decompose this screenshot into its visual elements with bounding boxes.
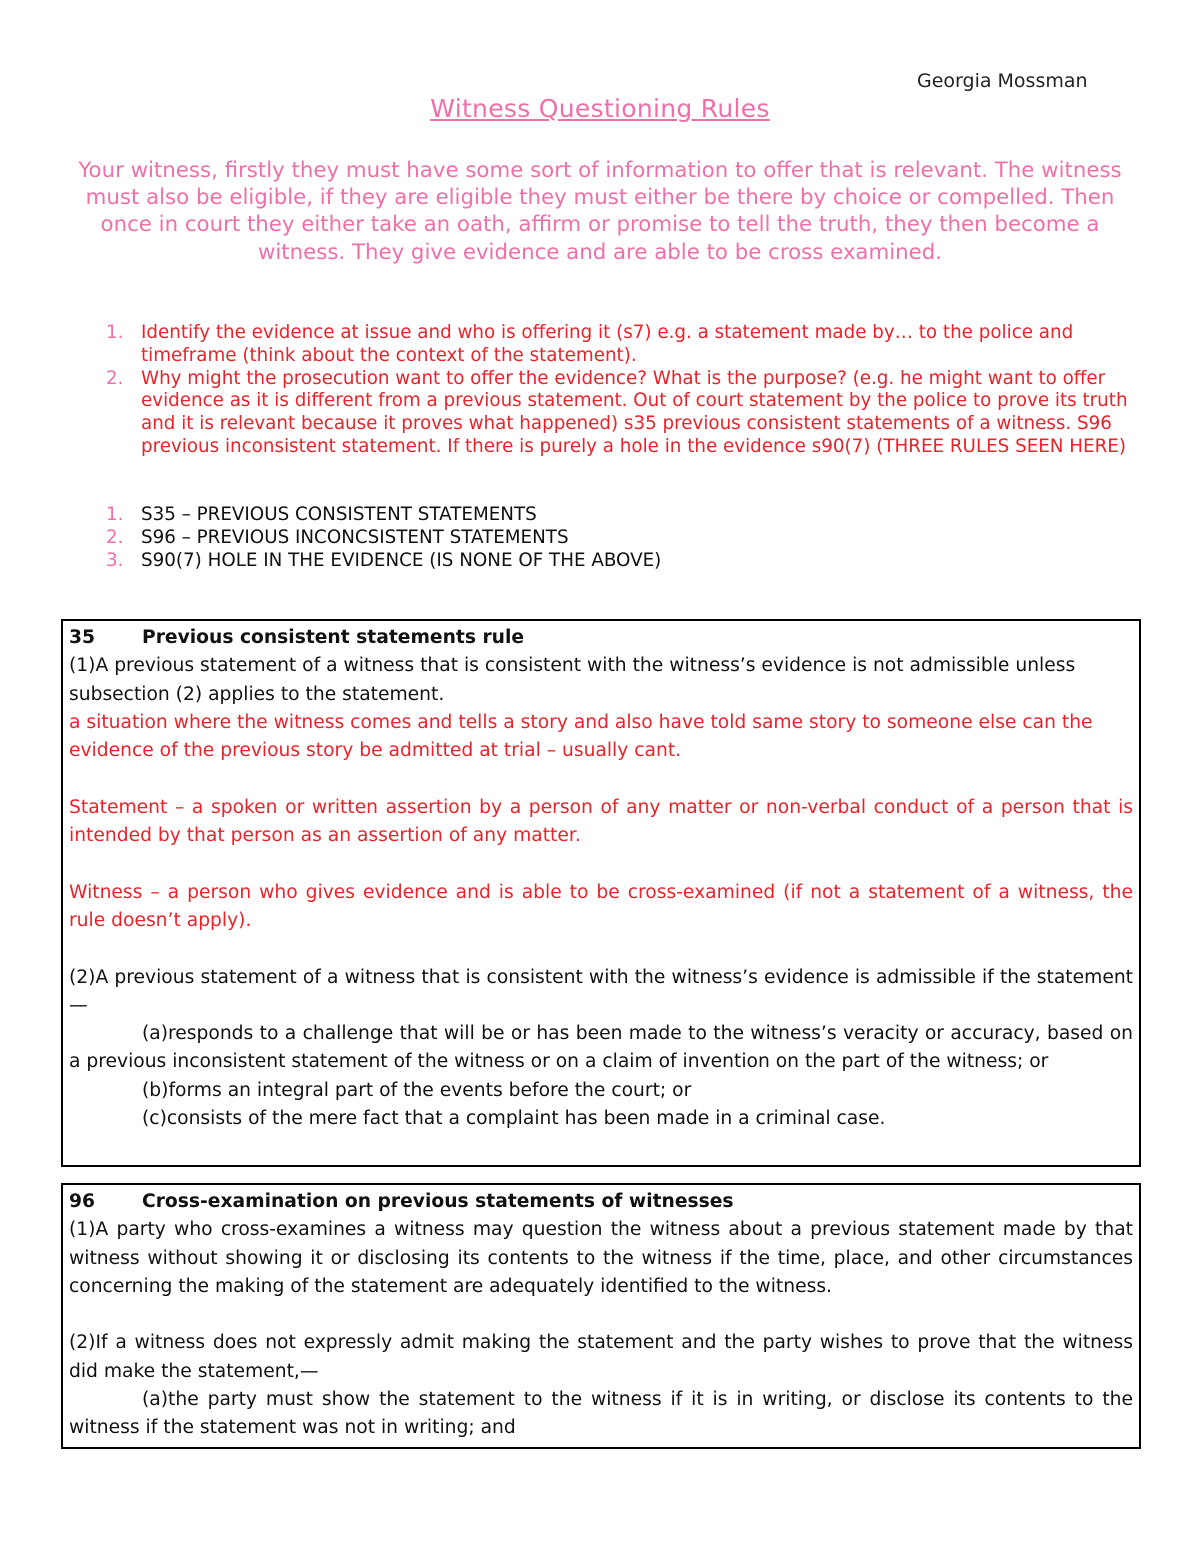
paragraph-b: (b)forms an integral part of the events before the court; or <box>142 1079 692 1101</box>
list-item <box>100 322 1150 368</box>
rules-list <box>100 504 1150 572</box>
subsection-2: (2)A previous statement of a witness that is consistent with the witness’s evidence is admissible if the statement— <box>69 966 1133 1016</box>
list-number: 1. <box>106 504 124 525</box>
spacer <box>69 935 1133 963</box>
analysis-steps-list <box>100 322 1150 459</box>
page-title: Witness Questioning Rules <box>430 94 770 123</box>
list-item-text: S90(7) HOLE IN THE EVIDENCE (IS NONE OF THE ABOVE) <box>141 549 662 571</box>
list-item-text: S96 – PREVIOUS INCONCSISTENT STATEMENTS <box>141 526 569 548</box>
statement-definition: Statement – a spoken or written assertion by a person of any matter or non-verbal conduct of a person that is intended by that person as an assertion of any matter. <box>69 796 1133 847</box>
list-item <box>100 527 1150 550</box>
list-item <box>100 504 1150 527</box>
section-35-box <box>61 619 1141 1167</box>
spacer <box>69 1301 1133 1329</box>
list-number: 3. <box>106 549 124 571</box>
witness-definition: Witness – a person who gives evidence and is able to be cross-examined (if not a statement of a witness, the rule doesn’t apply). <box>69 881 1133 931</box>
section-number: 96 <box>69 1191 96 1212</box>
section-heading <box>69 1188 1133 1216</box>
list-item-text: S35 – PREVIOUS CONSISTENT STATEMENTS <box>141 504 537 525</box>
author-name: Georgia Mossman <box>917 70 1088 92</box>
subsection-2: (2)If a witness does not expressly admit making the statement and the party wishes to prove that the witness did make the statement,— <box>69 1332 1133 1382</box>
subsection-1: (1)A party who cross-examines a witness may question the witness about a previous statement made by that witness without showing it or disclosing its contents to the witness if the time, place, and other circumstances concerning the making of the statement are adequately identified to the witness. <box>69 1219 1133 1297</box>
section-title: Cross-examination on previous statements of witnesses <box>142 1191 734 1212</box>
section-title: Previous consistent statements rule <box>142 627 525 648</box>
section-number: 35 <box>69 627 96 648</box>
intro-paragraph: Your witness, firstly they must have some sort of information to offer that is relevant. The witness must also be eligible, if they are eligible they must either be there by choice or compelled. Then once in court they either take an oath, affirm or promise to tell the truth, they then become a witness. They give evidence and are able to be cross examined. <box>78 158 1122 265</box>
spacer <box>69 765 1133 793</box>
list-number: 2. <box>106 367 124 389</box>
paragraph-c: (c)consists of the mere fact that a complaint has been made in a criminal case. <box>142 1108 886 1130</box>
list-number: 1. <box>106 322 124 343</box>
subsection-1: (1)A previous statement of a witness that is consistent with the witness’s evidence is not admissible unless subsection (2) applies to the statement. <box>69 655 1076 705</box>
list-number: 2. <box>106 526 124 548</box>
list-item <box>100 368 1150 459</box>
list-item-text: Identify the evidence at issue and who is offering it (s7) e.g. a statement made by… to the police and timeframe (think about the context of the statement). <box>141 322 1074 366</box>
list-item <box>100 550 1150 573</box>
spacer <box>69 850 1133 878</box>
paragraph-a: (a)responds to a challenge that will be or has been made to the witness’s veracity or accuracy, based on a previous inconsistent statement of the witness or on a claim of invention on the part of the witness; or <box>69 1023 1133 1073</box>
list-item-text: Why might the prosecution want to offer the evidence? What is the purpose? (e.g. he might want to offer evidence as it is different from a previous statement. Out of court statement by the police to prove its truth and it is relevant because it proves what happened) s35 previous consistent statements of a witness. S96 previous inconsistent statement. If there is purely a hole in the evidence s90(7) (THREE RULES SEEN HERE) <box>141 367 1128 457</box>
paragraph-a: (a)the party must show the statement to the witness if it is in writing, or disclose its contents to the witness if the statement was not in writing; and <box>69 1389 1133 1439</box>
section-heading <box>69 624 1133 652</box>
section-96-box <box>61 1183 1141 1449</box>
annotation-note: a situation where the witness comes and tells a story and also have told same story to someone else can the evidence of the previous story be admitted at trial – usually cant. <box>69 711 1093 762</box>
